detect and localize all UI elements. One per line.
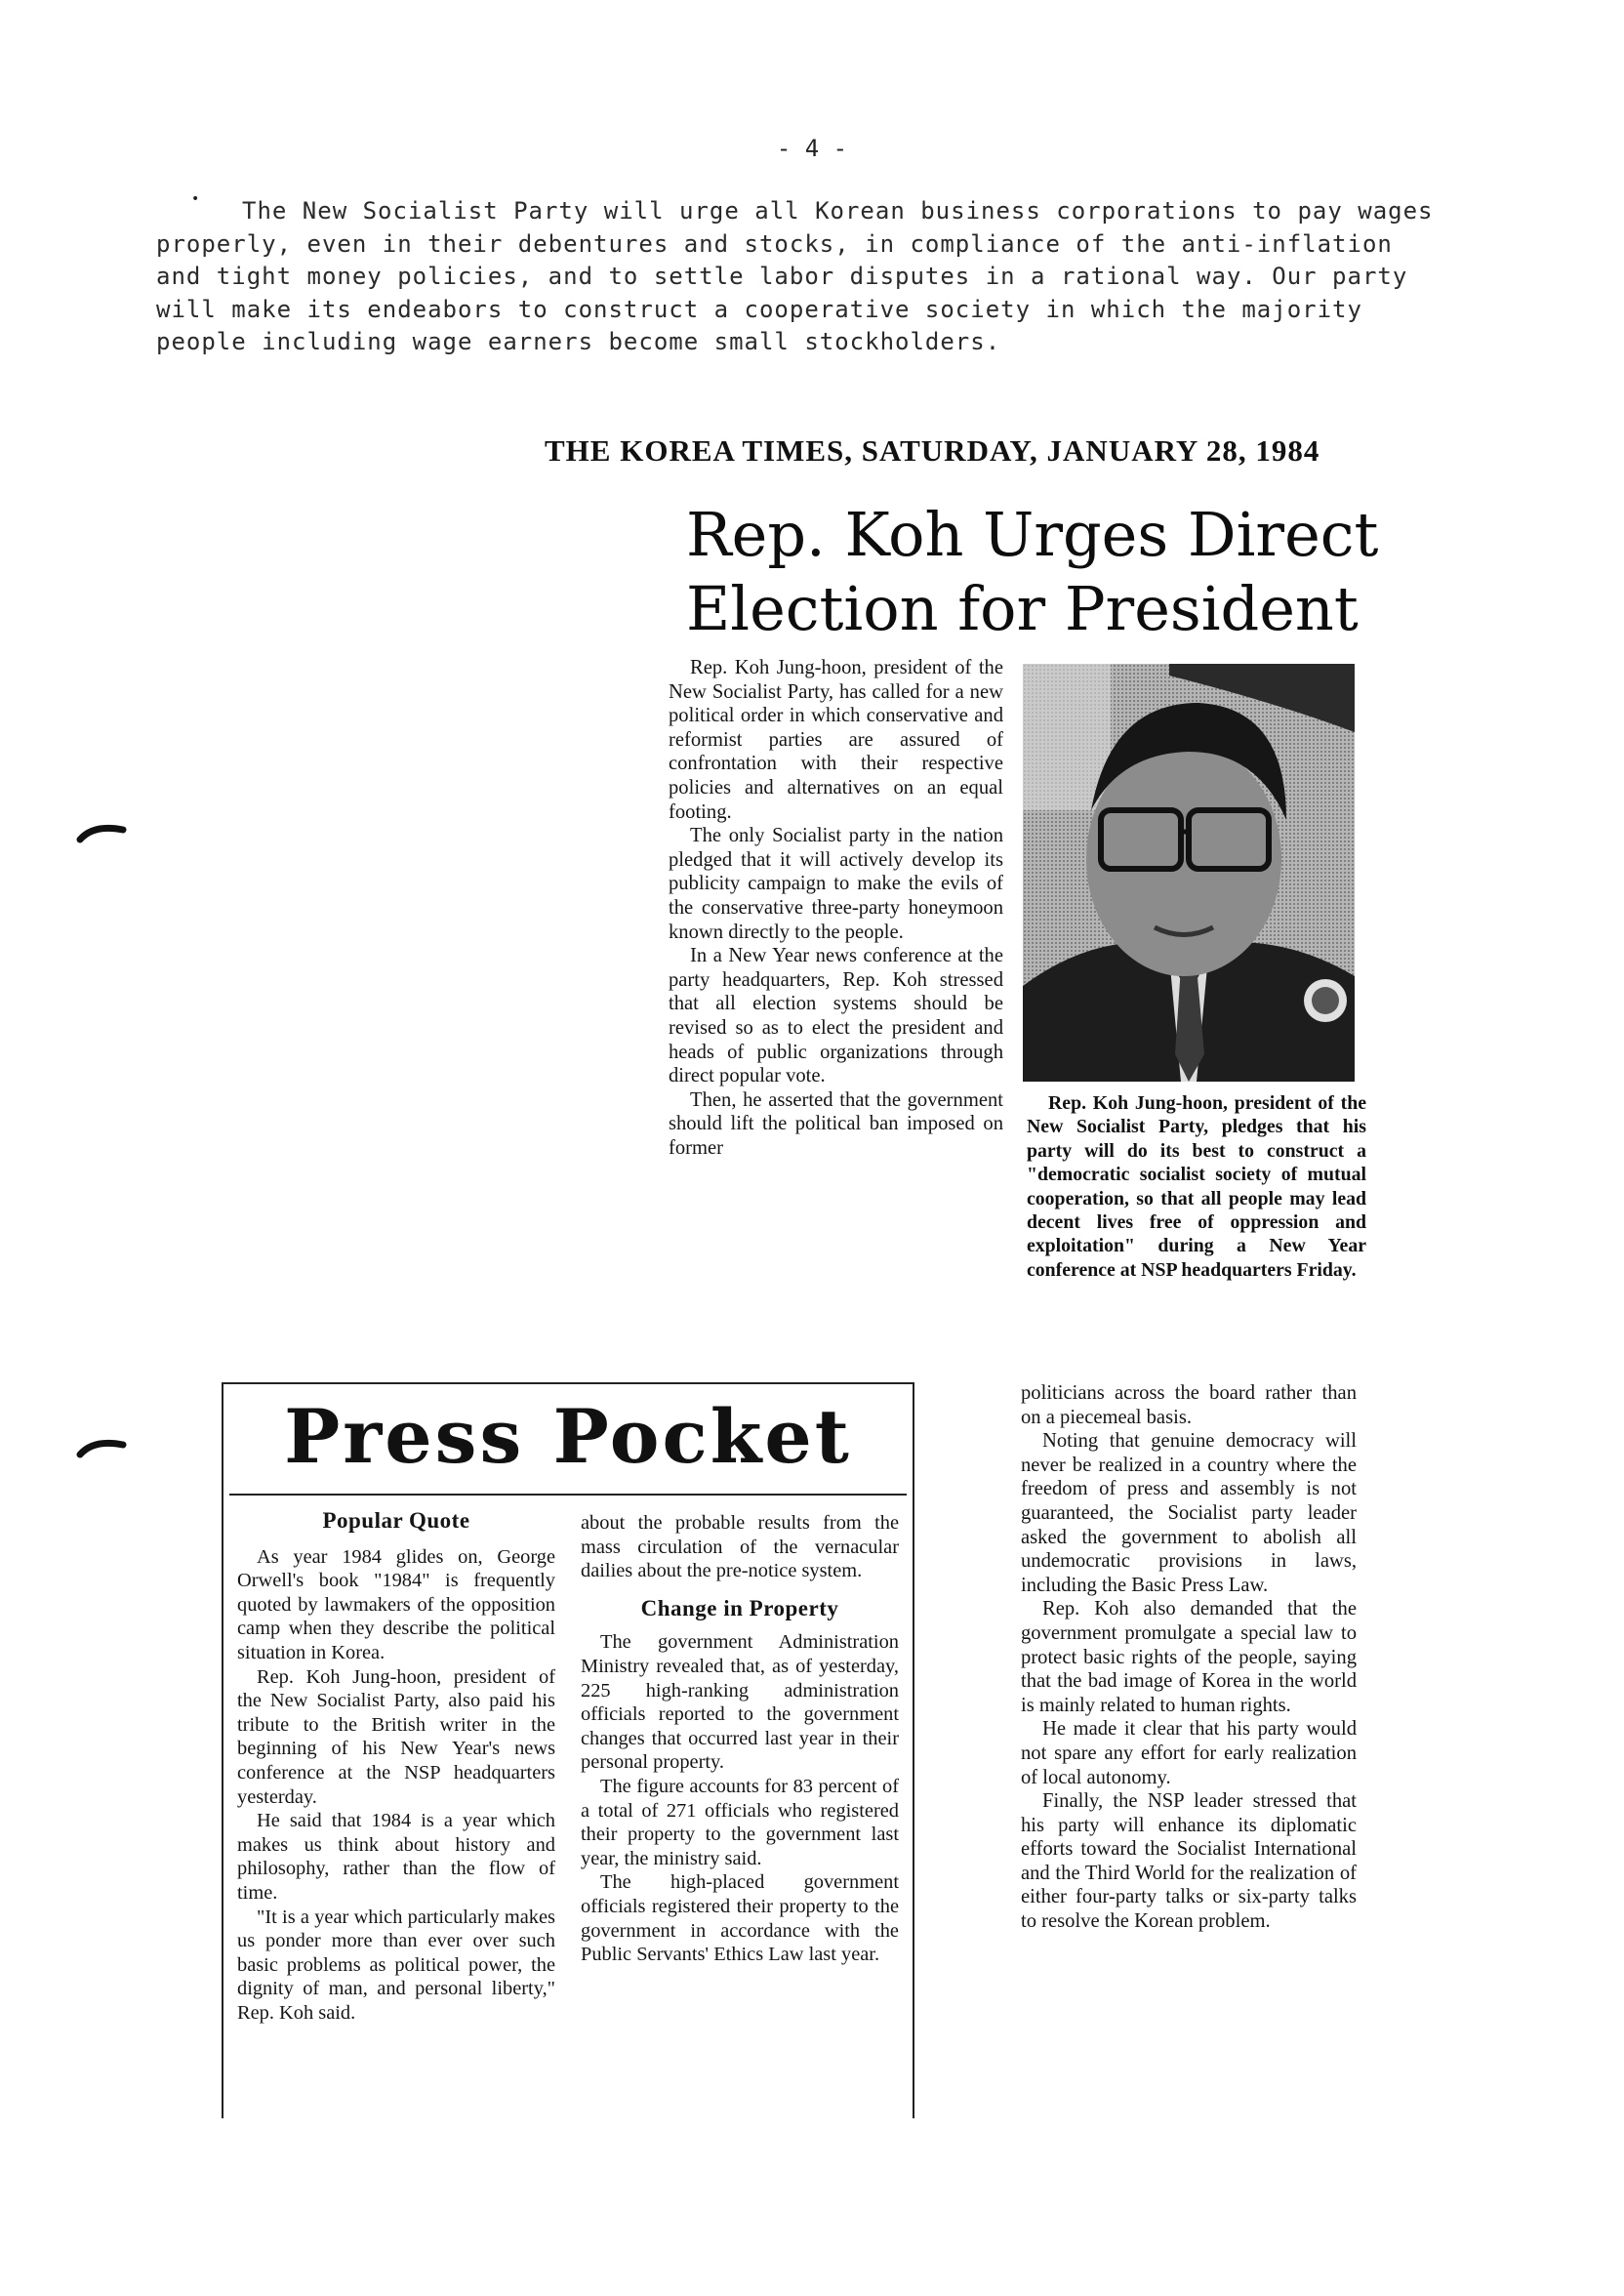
section-heading: Popular Quote [322, 1508, 470, 1533]
article-paragraph: He made it clear that his party would not spare any effort for early realization of local autonomy. [1021, 1718, 1357, 1788]
memo-paragraph [156, 195, 1542, 359]
article-headline [686, 498, 1428, 646]
memo-line: properly, even in their debentures and stocks, in compliance of the anti-inflation [156, 229, 1393, 258]
press-pocket-divider [229, 1494, 907, 1496]
hole-punch-mark [76, 1433, 129, 1462]
stray-mark: • [191, 191, 200, 207]
caption-text: Rep. Koh Jung-hoon, president of the New Socialist Party, pledges that his party will do its best to construct a "democratic socialist society of mutual cooperation, so that all people may lead decent lives free of oppression and exploitation" during a New Year conference at NSP headquarters Friday. [1027, 1092, 1366, 1281]
press-pocket-paragraph: about the probable results from the mass circulation of the vernacular dailies about the pre-notice system. [581, 1512, 899, 1582]
memo-line: and tight money policies, and to settle labor disputes in a rational way. Our party [156, 263, 1408, 290]
article-paragraph: Finally, the NSP leader stressed that his party will enhance its diplomatic efforts toward the Socialist International and the Third World for the realization of either four-party talks or six-party talks to resolve the Korean problem. [1021, 1790, 1357, 1933]
press-pocket-paragraph: As year 1984 glides on, George Orwell's book "1984" is frequently quoted by lawmakers of the opposition camp when they describe the political situation in Korea. [237, 1545, 555, 1663]
press-pocket-paragraph: Rep. Koh Jung-hoon, president of the New Socialist Party, also paid his tribute to the British writer in the beginning of his New Year's news conference at the NSP headquarters yesterday. [237, 1665, 555, 1808]
hole-punch-mark [76, 818, 129, 847]
page-number: - 4 - [776, 135, 848, 162]
article-paragraph: Noting that genuine democracy will never be realized in a country where the freedom of press and assembly is not guaranteed, the Socialist party leader asked the government to abolish all undemocratic provisions in laws, including the Basic Press Law. [1021, 1430, 1357, 1596]
newspaper-dateline: THE KOREA TIMES, SATURDAY, JANUARY 28, 1984 [545, 433, 1320, 468]
article-column-b [1021, 1381, 1357, 1934]
article-paragraph: Then, he asserted that the government should lift the political ban imposed on former [669, 1088, 1003, 1159]
press-pocket-column-a [237, 1507, 555, 2025]
press-pocket-paragraph: The figure accounts for 83 percent of a total of 271 officials who registered their property to the government last year, the ministry said. [581, 1775, 899, 1869]
article-paragraph: Rep. Koh also demanded that the government promulgate a special law to protect basic rights of the people, saying that the bad image of Korea in the world is mainly related to human rights. [1021, 1598, 1357, 1716]
press-pocket-paragraph: The government Administration Ministry revealed that, as of yesterday, 225 high-ranking administration officials reported to the government changes that occurred last year in their personal property. [581, 1631, 899, 1774]
press-pocket-paragraph: "It is a year which particularly makes us ponder more than ever over such basic problems as political power, the dignity of man, and personal liberty," Rep. Koh said. [237, 1906, 555, 2024]
section-heading: Change in Property [640, 1595, 839, 1620]
article-paragraph: Rep. Koh Jung-hoon, president of the New Socialist Party, has called for a new political order in which conservative and reformist parties are assured of confrontation with their respective policies and alternatives on an equal footing. [669, 657, 1003, 823]
press-pocket-paragraph: He said that 1984 is a year which makes us think about history and philosophy, rather than the flow of time. [237, 1810, 555, 1904]
memo-line: will make its endeabors to construct a cooperative society in which the majority [156, 295, 1362, 323]
press-pocket-title: Press Pocket [284, 1393, 852, 1480]
photo-caption [1027, 1091, 1366, 1282]
memo-line: The New Socialist Party will urge all Korean business corporations to pay wages [242, 197, 1434, 225]
article-paragraph: In a New Year news conference at the party headquarters, Rep. Koh stressed that all election systems should be revised so as to elect the president and heads of public organizations through direct popular vote. [669, 945, 1003, 1087]
headline-line: Election for President [686, 573, 1359, 644]
article-paragraph: The only Socialist party in the nation pledged that it will actively develop its publicity campaign to make the evils of the conservative three-party honeymoon known directly to the people. [669, 825, 1003, 943]
article-paragraph: politicians across the board rather than on a piecemeal basis. [1021, 1382, 1357, 1428]
headline-line: Rep. Koh Urges Direct [686, 499, 1379, 570]
press-pocket-box [222, 1382, 914, 2118]
memo-line: people including wage earners become small stockholders. [156, 328, 1001, 355]
press-pocket-paragraph: The high-placed government officials registered their property to the government in accordance with the Public Servants' Ethics Law last year. [581, 1871, 899, 1966]
press-pocket-column-b [581, 1511, 899, 1967]
portrait-photo [1023, 664, 1355, 1082]
article-photo [1023, 664, 1355, 1082]
article-column-a [669, 656, 1003, 1160]
